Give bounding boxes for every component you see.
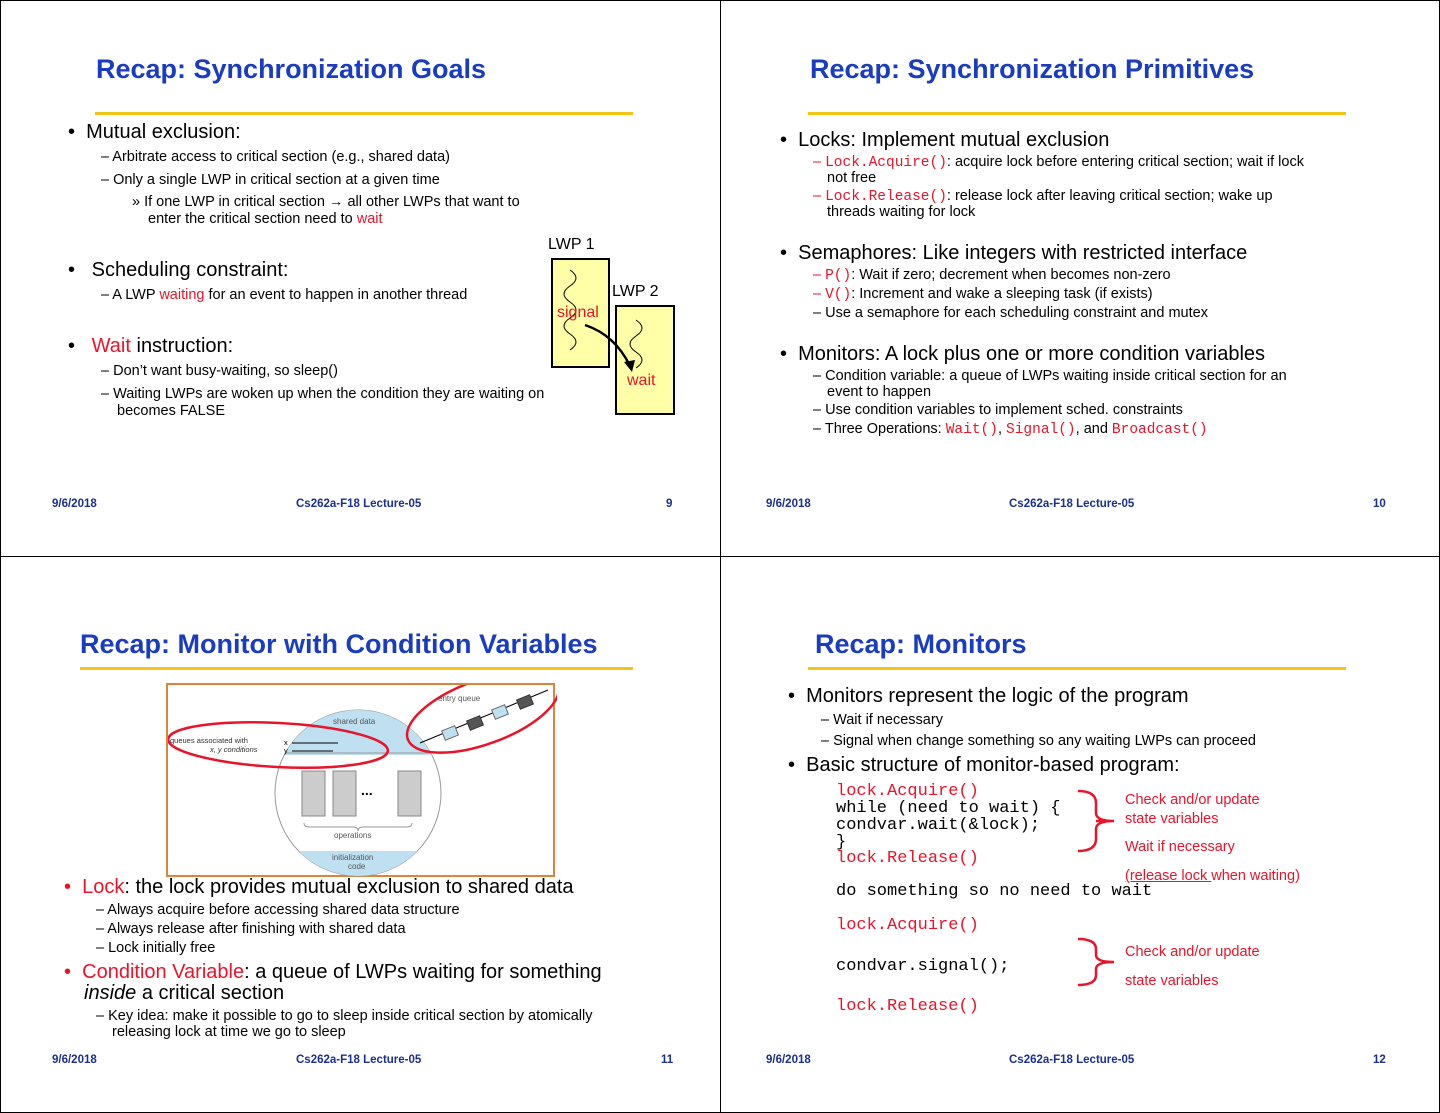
annotation: state variables xyxy=(1125,811,1219,827)
sub-bullet: – Condition variable: a queue of LWPs waiting inside critical section for an xyxy=(813,368,1287,384)
bullet: • Monitors: A lock plus one or more condition variables xyxy=(780,343,1266,365)
code: V() xyxy=(825,287,852,303)
sub-bullet: – Lock.Acquire(): acquire lock before entering critical section; wait if lock xyxy=(813,154,1304,171)
footer-course: Cs262a-F18 Lecture-05 xyxy=(296,1054,422,1066)
code-line: condvar.wait(&lock); xyxy=(836,816,1041,835)
highlight: Wait xyxy=(91,335,131,357)
sub-bullet-cont: releasing lock at time we go to sleep xyxy=(112,1024,346,1040)
slide-9 xyxy=(0,0,720,556)
code-line: lock.Acquire() xyxy=(836,916,979,935)
sub-bullet-cont: event to happen xyxy=(827,384,932,400)
sub-bullet: – Always release after finishing with shared data xyxy=(96,921,406,937)
text: : a queue of LWPs waiting for something xyxy=(244,961,602,983)
bullet: • Condition Variable: a queue of LWPs waiting for something xyxy=(64,961,602,983)
sub-bullet: – Key idea: make it possible to go to sleep inside critical section by atomically xyxy=(96,1008,593,1024)
title-rule xyxy=(80,667,633,670)
footer-course: Cs262a-F18 Lecture-05 xyxy=(1009,1054,1135,1066)
annotation: Wait if necessary xyxy=(1125,839,1235,855)
monitor-diagram xyxy=(166,683,555,877)
sub-bullet: – Lock initially free xyxy=(96,940,216,956)
page-number: 12 xyxy=(1373,1054,1386,1066)
sub-bullet: – Don’t want busy-waiting, so sleep() xyxy=(101,363,338,379)
text: Basic structure of monitor-based program: xyxy=(806,754,1180,776)
text: , xyxy=(997,421,1007,437)
text: : Wait if zero; decrement when becomes non-zero xyxy=(851,267,1171,283)
init-label: initialization xyxy=(332,853,374,862)
highlight: wait xyxy=(356,211,383,227)
thread-diagram xyxy=(0,0,720,556)
sub-bullet: – P(): Wait if zero; decrement when becomes non-zero xyxy=(813,267,1171,284)
sub-bullet: – Only a single LWP in critical section at a given time xyxy=(101,172,440,188)
sub-bullet: – Lock.Release(): release lock after leaving critical section; wake up xyxy=(813,188,1273,205)
text: : the lock provides mutual exclusion to shared data xyxy=(124,876,574,898)
text: : Increment and wake a sleeping task (if exists) xyxy=(851,286,1153,302)
text: when waiting) xyxy=(1211,868,1300,884)
title-rule xyxy=(808,112,1346,115)
entry-queue-label: entry queue xyxy=(438,694,481,703)
footer-date: 9/6/2018 xyxy=(766,1054,811,1066)
text: Mutual exclusion: xyxy=(86,121,241,143)
sub-bullet: – V(): Increment and wake a sleeping task (if exists) xyxy=(813,286,1153,303)
code: Lock.Acquire() xyxy=(825,155,947,171)
code-line: } xyxy=(836,833,847,852)
signal-arrow xyxy=(585,325,630,366)
bullet: • Semaphores: Like integers with restricted interface xyxy=(780,242,1248,264)
slide-title: Recap: Synchronization Primitives xyxy=(810,54,1255,84)
text: for an event to happen in another thread xyxy=(204,287,468,303)
bullet: • Scheduling constraint: xyxy=(68,259,289,281)
slide-12 xyxy=(720,556,1440,1112)
slide-title: Recap: Monitors xyxy=(815,629,1027,659)
sub-bullet: – Arbitrate access to critical section (e.g., shared data) xyxy=(101,149,450,165)
operation-box xyxy=(302,771,325,816)
footer-date: 9/6/2018 xyxy=(766,498,811,510)
text: , and xyxy=(1075,421,1112,437)
bullet: • Locks: Implement mutual exclusion xyxy=(780,129,1110,151)
code-line: lock.Release() xyxy=(836,849,979,868)
bullet: • Monitors represent the logic of the program xyxy=(788,685,1189,707)
signal-label: signal xyxy=(557,304,599,321)
annotation xyxy=(1125,869,1300,884)
text: instruction: xyxy=(130,335,234,357)
sub-bullet: – Waiting LWPs are woken up when the condition they are waiting on xyxy=(101,386,545,402)
code-line: condvar.signal(); xyxy=(836,957,1010,976)
slide-11 xyxy=(0,556,720,1112)
highlight: Condition Variable xyxy=(82,961,245,983)
sub-bullet: – Always acquire before accessing shared data structure xyxy=(96,902,460,918)
page-number: 10 xyxy=(1373,498,1386,510)
text: a critical section xyxy=(136,982,285,1004)
sub-bullet: – Wait if necessary xyxy=(821,712,943,728)
sub-bullet: – Use condition variables to implement sched. constraints xyxy=(813,402,1183,418)
ellipsis: ... xyxy=(361,782,373,798)
code-line: while (need to wait) { xyxy=(836,799,1061,818)
wait-label: wait xyxy=(627,372,656,389)
y-label: y xyxy=(284,746,288,755)
bullet: • Wait instruction: xyxy=(68,335,234,357)
arrowhead xyxy=(624,360,635,372)
annotation: Check and/or update xyxy=(1125,944,1260,960)
sub-sub-bullet: » If one LWP in critical section → all other LWPs that want to xyxy=(132,194,520,210)
sub-bullet-cont: not free xyxy=(827,170,877,186)
code-line: lock.Release() xyxy=(836,997,979,1016)
operation-box xyxy=(333,771,356,816)
x-label: x xyxy=(284,738,288,747)
shared-data-label: shared data xyxy=(333,717,376,726)
text: : release lock after leaving critical section; wake up xyxy=(946,188,1273,204)
queues-label-2: x, y conditions xyxy=(210,745,258,754)
sub-bullet: – Signal when change something so any waiting LWPs can proceed xyxy=(821,733,1256,749)
text: enter the critical section need to xyxy=(148,211,357,227)
page-number: 11 xyxy=(661,1054,674,1066)
code: Signal() xyxy=(1006,422,1076,438)
bullet: • Lock: the lock provides mutual exclusion to shared data xyxy=(64,876,574,898)
highlight: waiting xyxy=(159,287,205,303)
curly-brace xyxy=(1078,939,1114,985)
highlight: Lock xyxy=(82,876,125,898)
text: : acquire lock before entering critical section; wait if lock xyxy=(946,154,1304,170)
annotation: state variables xyxy=(1125,973,1219,989)
slide-10 xyxy=(720,0,1440,556)
underlined-text: (release lock xyxy=(1125,868,1212,884)
text: – Three Operations: xyxy=(813,421,946,437)
text: Semaphores: Like integers with restricted interface xyxy=(798,242,1248,264)
curly-brace xyxy=(1078,791,1114,851)
text: Monitors: A lock plus one or more condition variables xyxy=(798,343,1266,365)
code: Wait() xyxy=(945,422,998,438)
italic-text: inside xyxy=(84,982,137,1004)
code: P() xyxy=(825,268,852,284)
footer-course: Cs262a-F18 Lecture-05 xyxy=(296,498,422,510)
brace-graphics xyxy=(720,556,1440,1112)
sub-bullet xyxy=(813,422,1208,438)
page-number: 9 xyxy=(666,498,673,510)
operation-box xyxy=(398,771,421,816)
footer-date: 9/6/2018 xyxy=(52,1054,97,1066)
text: – A LWP xyxy=(101,287,160,303)
bullet-cont xyxy=(84,983,284,1003)
operations-label: operations xyxy=(334,831,372,840)
footer-date: 9/6/2018 xyxy=(52,498,97,510)
text: Locks: Implement mutual exclusion xyxy=(798,129,1110,151)
sub-bullet: – Use a semaphore for each scheduling constraint and mutex xyxy=(813,305,1208,321)
sub-bullet-cont: threads waiting for lock xyxy=(827,204,976,220)
bullet: • Basic structure of monitor-based program: xyxy=(788,754,1180,776)
code: Broadcast() xyxy=(1111,422,1208,438)
lwp1-label: LWP 1 xyxy=(548,236,595,253)
init-label-2: code xyxy=(348,862,366,871)
code: Lock.Release() xyxy=(825,189,947,205)
slide-title: Recap: Synchronization Goals xyxy=(96,54,487,84)
footer-course: Cs262a-F18 Lecture-05 xyxy=(1009,498,1135,510)
sub-bullet-cont: becomes FALSE xyxy=(117,403,225,419)
text: Monitors represent the logic of the program xyxy=(806,685,1189,707)
queues-label: queues associated with xyxy=(170,736,248,745)
lwp2-label: LWP 2 xyxy=(612,283,659,300)
bullet: • Mutual exclusion: xyxy=(68,121,241,143)
code-line: do something so no need to wait xyxy=(836,882,1153,901)
text: Scheduling constraint: xyxy=(91,259,289,281)
annotation: Check and/or update xyxy=(1125,792,1260,808)
code-line: lock.Acquire() xyxy=(836,782,979,801)
slide-title: Recap: Monitor with Condition Variables xyxy=(80,629,598,659)
